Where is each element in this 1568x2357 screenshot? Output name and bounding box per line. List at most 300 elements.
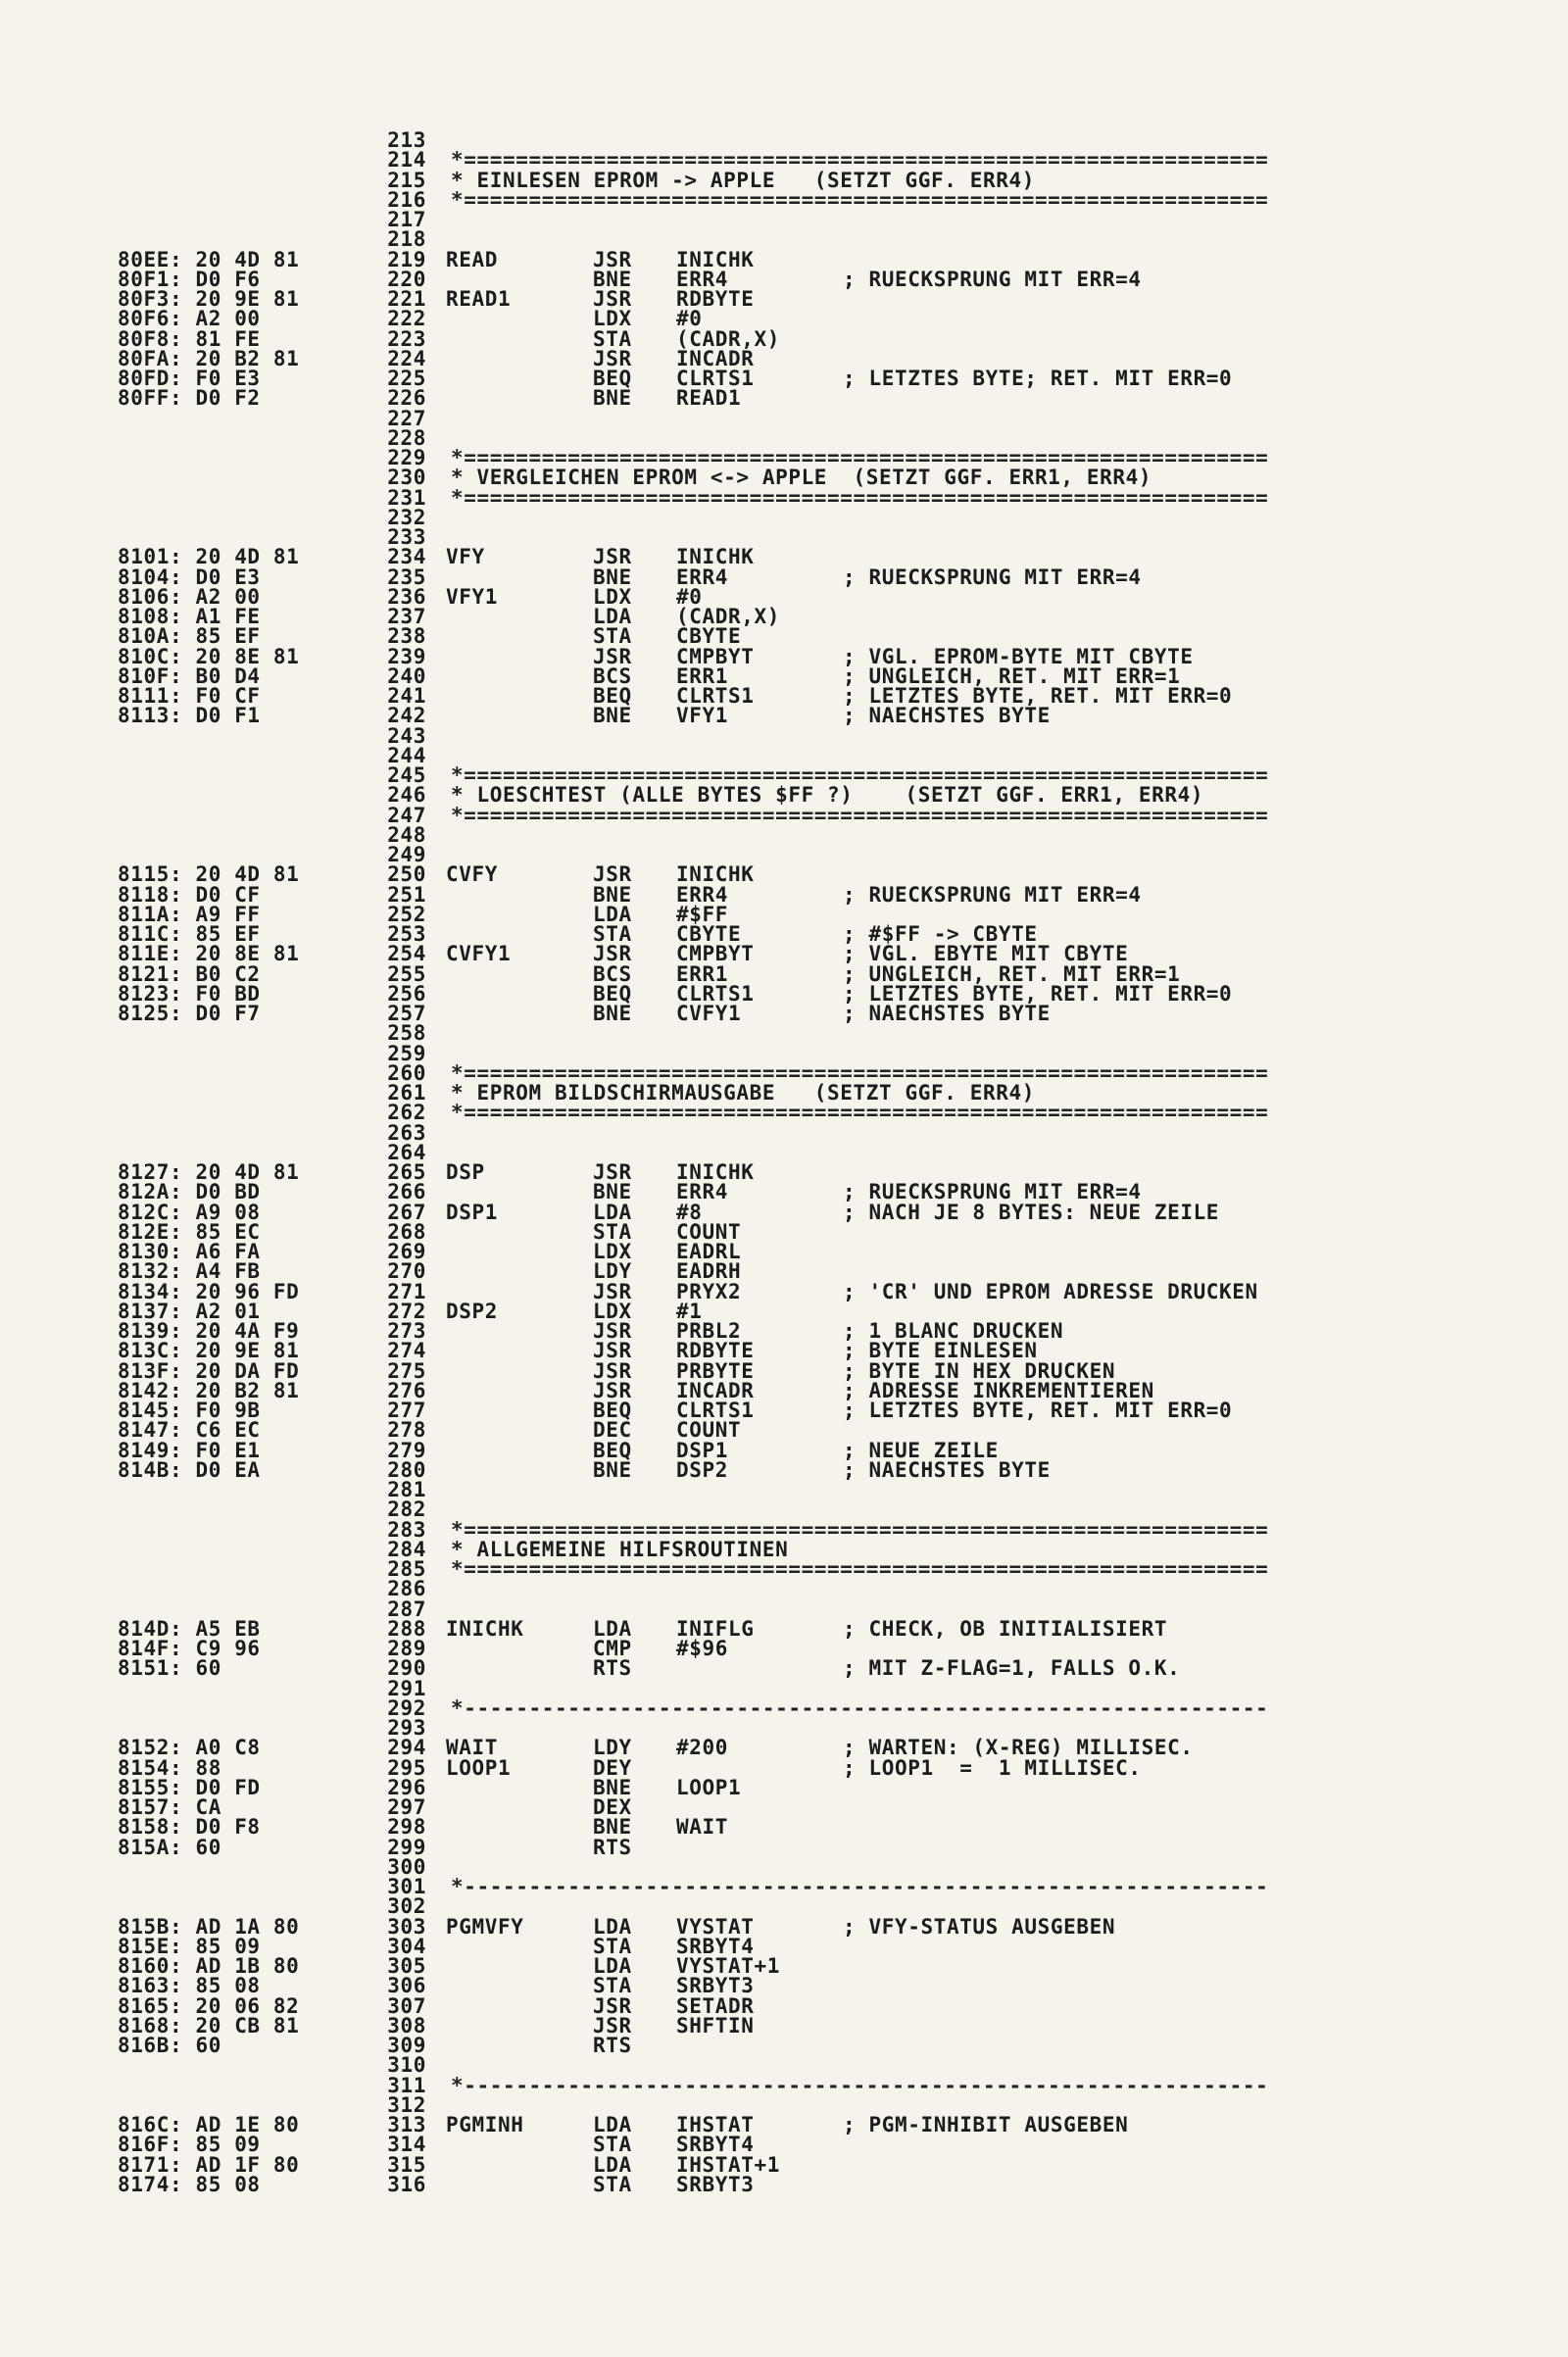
line-number: 236 bbox=[387, 584, 426, 609]
comment: ; 1 BLANC DRUCKEN bbox=[843, 1319, 1064, 1343]
address-bytes: 8168: 20 CB 81 bbox=[118, 2013, 300, 2038]
listing-line bbox=[0, 368, 1568, 388]
opcode: STA bbox=[593, 1219, 632, 1244]
operand: ERR1 bbox=[676, 663, 728, 688]
listing-line bbox=[0, 168, 1568, 192]
line-number: 260 bbox=[387, 1060, 426, 1085]
listing-line bbox=[0, 1718, 1568, 1738]
line-number: 213 bbox=[387, 128, 426, 152]
listing-line bbox=[0, 902, 1568, 926]
listing-line bbox=[0, 783, 1568, 808]
line-number: 282 bbox=[387, 1498, 426, 1522]
line-number: 225 bbox=[387, 367, 426, 390]
opcode: CMP bbox=[593, 1637, 632, 1660]
opcode: JSR bbox=[593, 287, 632, 311]
listing-line bbox=[0, 2133, 1568, 2157]
line-number: 295 bbox=[387, 1755, 426, 1780]
line-number: 226 bbox=[387, 386, 426, 411]
listing-line bbox=[0, 505, 1568, 529]
listing-line bbox=[0, 267, 1568, 291]
comment: ; CHECK, OB INITIALISIERT bbox=[843, 1616, 1168, 1641]
line-number: 269 bbox=[387, 1240, 426, 1263]
comment: ; VGL. EPROM-BYTE MIT CBYTE bbox=[843, 644, 1194, 668]
comment: ; WARTEN: (X-REG) MILLISEC. bbox=[843, 1736, 1194, 1760]
opcode: BNE bbox=[593, 267, 632, 291]
opcode: JSR bbox=[593, 1339, 632, 1363]
address-bytes: 816B: 60 bbox=[118, 2034, 221, 2057]
address-bytes: 816C: AD 1E 80 bbox=[118, 2113, 300, 2136]
operand: INICHK bbox=[676, 862, 755, 887]
listing-line bbox=[0, 644, 1568, 668]
opcode: JSR bbox=[593, 1378, 632, 1402]
separator-rule: *============================================================== bbox=[451, 765, 1269, 785]
line-number: 250 bbox=[387, 862, 426, 887]
listing-line bbox=[0, 130, 1568, 150]
operand: #8 bbox=[676, 1200, 703, 1224]
listing-line bbox=[0, 567, 1568, 587]
address-bytes: 8154: 88 bbox=[118, 1755, 221, 1780]
address-bytes: 8155: D0 FD bbox=[118, 1775, 261, 1799]
line-number: 230 bbox=[387, 466, 426, 490]
listing-line bbox=[0, 1021, 1568, 1046]
address-bytes: 816F: 85 09 bbox=[118, 2133, 261, 2157]
listing-line bbox=[0, 227, 1568, 252]
separator-rule: *-------------------------------------------------------------- bbox=[451, 2075, 1269, 2095]
opcode: BNE bbox=[593, 1775, 632, 1799]
line-number: 299 bbox=[387, 1835, 426, 1859]
opcode: BNE bbox=[593, 882, 632, 907]
address-bytes: 8104: D0 E3 bbox=[118, 565, 261, 589]
address-bytes: 811A: A9 FF bbox=[118, 902, 261, 926]
comment: ; PGM-INHIBIT AUSGEBEN bbox=[843, 2113, 1129, 2136]
comment: ; NEUE ZEILE bbox=[843, 1438, 999, 1462]
listing-line bbox=[0, 1321, 1568, 1341]
opcode: BNE bbox=[593, 1180, 632, 1204]
line-number: 306 bbox=[387, 1974, 426, 1998]
address-bytes: 812A: D0 BD bbox=[118, 1180, 261, 1204]
operand: (CADR,X) bbox=[676, 605, 780, 628]
listing-line bbox=[0, 466, 1568, 490]
listing-line bbox=[0, 1797, 1568, 1817]
opcode: LDX bbox=[593, 1240, 632, 1263]
opcode: BNE bbox=[593, 565, 632, 589]
comment: ; NAECHSTES BYTE bbox=[843, 704, 1051, 728]
address-bytes: 8101: 20 4D 81 bbox=[118, 545, 300, 569]
line-number: 268 bbox=[387, 1219, 426, 1244]
listing-line bbox=[0, 406, 1568, 430]
listing-line bbox=[0, 1676, 1568, 1700]
opcode: JSR bbox=[593, 346, 632, 370]
listing-line bbox=[0, 2115, 1568, 2135]
address-bytes: 8158: D0 F8 bbox=[118, 1815, 261, 1840]
line-number: 287 bbox=[387, 1596, 426, 1621]
separator-rule: *============================================================== bbox=[451, 1519, 1269, 1540]
listing-line bbox=[0, 1914, 1568, 1939]
address-bytes: 814F: C9 96 bbox=[118, 1637, 261, 1660]
line-number: 231 bbox=[387, 485, 426, 510]
operand: VFY1 bbox=[676, 704, 728, 728]
opcode: DEC bbox=[593, 1418, 632, 1443]
address-bytes: 8139: 20 4A F9 bbox=[118, 1319, 300, 1343]
listing-line bbox=[0, 2172, 1568, 2196]
listing-line bbox=[0, 1877, 1568, 1896]
listing-line bbox=[0, 289, 1568, 309]
operand: SRBYT3 bbox=[676, 2172, 755, 2196]
operand: EADRL bbox=[676, 1240, 742, 1263]
address-bytes: 8145: F0 9B bbox=[118, 1399, 261, 1422]
listing-line bbox=[0, 663, 1568, 688]
operand: (CADR,X) bbox=[676, 326, 780, 351]
line-number: 232 bbox=[387, 505, 426, 529]
opcode: STA bbox=[593, 2133, 632, 2157]
opcode: LDX bbox=[593, 307, 632, 331]
operand: ERR4 bbox=[676, 1180, 728, 1204]
address-bytes: 8163: 85 08 bbox=[118, 1974, 261, 1998]
operand: CMPBYT bbox=[676, 942, 755, 966]
address-bytes: 814D: A5 EB bbox=[118, 1616, 261, 1641]
line-number: 273 bbox=[387, 1319, 426, 1343]
line-number: 242 bbox=[387, 704, 426, 728]
listing-line bbox=[0, 822, 1568, 847]
line-number: 255 bbox=[387, 961, 426, 986]
line-number: 293 bbox=[387, 1716, 426, 1740]
operand: #0 bbox=[676, 584, 703, 609]
opcode: STA bbox=[593, 922, 632, 946]
listing-line bbox=[0, 1775, 1568, 1799]
source-label: DSP1 bbox=[446, 1200, 498, 1224]
address-bytes: 813F: 20 DA FD bbox=[118, 1358, 300, 1383]
listing-line bbox=[0, 1279, 1568, 1303]
line-number: 288 bbox=[387, 1616, 426, 1641]
line-number: 235 bbox=[387, 565, 426, 589]
operand: INIFLG bbox=[676, 1616, 755, 1641]
listing-line bbox=[0, 448, 1568, 467]
line-number: 291 bbox=[387, 1676, 426, 1700]
opcode: JSR bbox=[593, 545, 632, 569]
listing-line bbox=[0, 386, 1568, 411]
address-bytes: 812C: A9 08 bbox=[118, 1200, 261, 1224]
listing-line bbox=[0, 485, 1568, 510]
section-title: * VERGLEICHEN EPROM <-> APPLE (SETZT GGF. ERR1, ERR4) bbox=[451, 466, 1152, 490]
opcode: LDA bbox=[593, 2113, 632, 2136]
opcode: BNE bbox=[593, 704, 632, 728]
listing-line bbox=[0, 1993, 1568, 2018]
line-number: 222 bbox=[387, 307, 426, 331]
address-bytes: 8113: D0 F1 bbox=[118, 704, 261, 728]
listing-line bbox=[0, 1301, 1568, 1321]
opcode: BEQ bbox=[593, 367, 632, 390]
address-bytes: 8157: CA bbox=[118, 1795, 221, 1819]
operand: CMPBYT bbox=[676, 644, 755, 668]
listing-line bbox=[0, 1616, 1568, 1641]
line-number: 248 bbox=[387, 822, 426, 847]
listing-line bbox=[0, 845, 1568, 864]
line-number: 262 bbox=[387, 1101, 426, 1125]
listing-line bbox=[0, 1835, 1568, 1859]
operand: CLRTS1 bbox=[676, 981, 755, 1006]
address-bytes: 8125: D0 F7 bbox=[118, 1002, 261, 1025]
operand: SETADR bbox=[676, 1993, 755, 2018]
address-bytes: 8127: 20 4D 81 bbox=[118, 1160, 300, 1184]
listing-line bbox=[0, 1815, 1568, 1840]
source-label: WAIT bbox=[446, 1736, 498, 1760]
operand: RDBYTE bbox=[676, 287, 755, 311]
listing-line bbox=[0, 743, 1568, 767]
separator-rule: *-------------------------------------------------------------- bbox=[451, 1697, 1269, 1718]
address-bytes: 80F6: A2 00 bbox=[118, 307, 261, 331]
line-number: 258 bbox=[387, 1021, 426, 1046]
line-number: 267 bbox=[387, 1200, 426, 1224]
operand: #200 bbox=[676, 1736, 728, 1760]
comment: ; RUECKSPRUNG MIT ERR=4 bbox=[843, 1180, 1142, 1204]
section-title: * LOESCHTEST (ALLE BYTES $FF ?) (SETZT GGF. ERR1, ERR4) bbox=[451, 783, 1204, 808]
section-title: * EINLESEN EPROM -> APPLE (SETZT GGF. ERR4) bbox=[451, 168, 1035, 192]
listing-line bbox=[0, 723, 1568, 748]
opcode: RTS bbox=[593, 2034, 632, 2057]
listing-line bbox=[0, 624, 1568, 649]
operand: ERR1 bbox=[676, 961, 728, 986]
listing-line bbox=[0, 1140, 1568, 1164]
opcode: BCS bbox=[593, 961, 632, 986]
opcode: JSR bbox=[593, 247, 632, 271]
listing-line bbox=[0, 2013, 1568, 2038]
line-number: 217 bbox=[387, 208, 426, 231]
address-bytes: 811C: 85 EF bbox=[118, 922, 261, 946]
comment: ; VGL. EBYTE MIT CBYTE bbox=[843, 942, 1129, 966]
line-number: 310 bbox=[387, 2053, 426, 2078]
operand: #1 bbox=[676, 1299, 703, 1323]
listing-line bbox=[0, 150, 1568, 170]
opcode: JSR bbox=[593, 1319, 632, 1343]
line-number: 251 bbox=[387, 882, 426, 907]
source-label: INICHK bbox=[446, 1616, 524, 1641]
line-number: 312 bbox=[387, 2092, 426, 2117]
listing-line bbox=[0, 1934, 1568, 1958]
address-bytes: 8152: A0 C8 bbox=[118, 1736, 261, 1760]
address-bytes: 810A: 85 EF bbox=[118, 624, 261, 649]
address-bytes: 8149: F0 E1 bbox=[118, 1438, 261, 1462]
line-number: 272 bbox=[387, 1299, 426, 1323]
listing-line bbox=[0, 882, 1568, 907]
address-bytes: 8115: 20 4D 81 bbox=[118, 862, 300, 887]
opcode: BEQ bbox=[593, 1399, 632, 1422]
comment: ; BYTE EINLESEN bbox=[843, 1339, 1038, 1363]
operand: #$96 bbox=[676, 1637, 728, 1660]
listing-line bbox=[0, 1438, 1568, 1462]
line-number: 276 bbox=[387, 1378, 426, 1402]
line-number: 243 bbox=[387, 723, 426, 748]
line-number: 214 bbox=[387, 148, 426, 172]
listing-line bbox=[0, 346, 1568, 370]
line-number: 253 bbox=[387, 922, 426, 946]
line-number: 246 bbox=[387, 783, 426, 808]
line-number: 252 bbox=[387, 902, 426, 926]
listing-line bbox=[0, 1695, 1568, 1720]
line-number: 238 bbox=[387, 624, 426, 649]
comment: ; BYTE IN HEX DRUCKEN bbox=[843, 1358, 1116, 1383]
listing-line bbox=[0, 1400, 1568, 1420]
listing-line bbox=[0, 1498, 1568, 1522]
listing-line bbox=[0, 1004, 1568, 1023]
opcode: JSR bbox=[593, 942, 632, 966]
listing-line bbox=[0, 1101, 1568, 1125]
listing-line bbox=[0, 1577, 1568, 1601]
comment: ; LOOP1 = 1 MILLISEC. bbox=[843, 1755, 1142, 1780]
listing-line bbox=[0, 981, 1568, 1006]
address-bytes: 80F3: 20 9E 81 bbox=[118, 287, 300, 311]
operand: CLRTS1 bbox=[676, 1399, 755, 1422]
opcode: LDA bbox=[593, 1954, 632, 1978]
comment: ; ADRESSE INKREMENTIEREN bbox=[843, 1378, 1154, 1402]
line-number: 249 bbox=[387, 843, 426, 866]
line-number: 280 bbox=[387, 1457, 426, 1482]
line-number: 244 bbox=[387, 743, 426, 767]
opcode: JSR bbox=[593, 1160, 632, 1184]
address-bytes: 8137: A2 01 bbox=[118, 1299, 261, 1323]
separator-rule: *============================================================== bbox=[451, 487, 1269, 508]
line-number: 316 bbox=[387, 2172, 426, 2196]
line-number: 224 bbox=[387, 346, 426, 370]
line-number: 314 bbox=[387, 2133, 426, 2157]
line-number: 241 bbox=[387, 684, 426, 708]
operand: SRBYT4 bbox=[676, 2133, 755, 2157]
line-number: 233 bbox=[387, 525, 426, 549]
listing-line bbox=[0, 607, 1568, 626]
opcode: STA bbox=[593, 624, 632, 649]
address-bytes: 8171: AD 1F 80 bbox=[118, 2152, 300, 2177]
source-label: PGMINH bbox=[446, 2113, 524, 2136]
line-number: 263 bbox=[387, 1120, 426, 1145]
address-bytes: 814B: D0 EA bbox=[118, 1457, 261, 1482]
listing-line bbox=[0, 1457, 1568, 1482]
opcode: BNE bbox=[593, 386, 632, 411]
listing-line bbox=[0, 210, 1568, 229]
comment: ; RUECKSPRUNG MIT ERR=4 bbox=[843, 882, 1142, 907]
line-number: 227 bbox=[387, 406, 426, 430]
operand: IHSTAT+1 bbox=[676, 2152, 780, 2177]
line-number: 301 bbox=[387, 1875, 426, 1898]
line-number: 259 bbox=[387, 1041, 426, 1065]
operand: ERR4 bbox=[676, 565, 728, 589]
line-number: 264 bbox=[387, 1140, 426, 1164]
opcode: BNE bbox=[593, 1815, 632, 1840]
separator-rule: *============================================================== bbox=[451, 805, 1269, 825]
line-number: 257 bbox=[387, 1002, 426, 1025]
listing-line bbox=[0, 1559, 1568, 1579]
comment: ; VFY-STATUS AUSGEBEN bbox=[843, 1914, 1116, 1939]
address-bytes: 8106: A2 00 bbox=[118, 584, 261, 609]
address-bytes: 8118: D0 CF bbox=[118, 882, 261, 907]
opcode: LDY bbox=[593, 1259, 632, 1284]
operand: CVFY1 bbox=[676, 1002, 742, 1025]
address-bytes: 8123: F0 BD bbox=[118, 981, 261, 1006]
opcode: JSR bbox=[593, 862, 632, 887]
opcode: DEY bbox=[593, 1755, 632, 1780]
opcode: RTS bbox=[593, 1656, 632, 1681]
listing-line bbox=[0, 187, 1568, 212]
line-number: 278 bbox=[387, 1418, 426, 1443]
listing-line bbox=[0, 1378, 1568, 1402]
operand: INCADR bbox=[676, 346, 755, 370]
line-number: 283 bbox=[387, 1517, 426, 1542]
opcode: BNE bbox=[593, 1002, 632, 1025]
listing-line bbox=[0, 326, 1568, 351]
listing-line bbox=[0, 1259, 1568, 1284]
listing-line bbox=[0, 425, 1568, 450]
listing-line bbox=[0, 1974, 1568, 1998]
source-label: PGMVFY bbox=[446, 1914, 524, 1939]
line-number: 265 bbox=[387, 1160, 426, 1184]
line-number: 279 bbox=[387, 1438, 426, 1462]
line-number: 290 bbox=[387, 1656, 426, 1681]
operand: READ1 bbox=[676, 386, 742, 411]
address-bytes: 811E: 20 8E 81 bbox=[118, 942, 300, 966]
line-number: 216 bbox=[387, 187, 426, 212]
line-number: 215 bbox=[387, 168, 426, 192]
listing-line bbox=[0, 1418, 1568, 1443]
opcode: LDY bbox=[593, 1736, 632, 1760]
address-bytes: 815E: 85 09 bbox=[118, 1934, 261, 1958]
listing-line bbox=[0, 2073, 1568, 2097]
listing-line bbox=[0, 1854, 1568, 1879]
source-label: DSP2 bbox=[446, 1299, 498, 1323]
comment: ; LETZTES BYTE, RET. MIT ERR=0 bbox=[843, 684, 1233, 708]
section-title: * ALLGEMEINE HILFSROUTINEN bbox=[451, 1537, 789, 1561]
listing-line bbox=[0, 584, 1568, 609]
operand: WAIT bbox=[676, 1815, 728, 1840]
listing-line bbox=[0, 1894, 1568, 1919]
line-number: 311 bbox=[387, 2073, 426, 2097]
operand: INICHK bbox=[676, 247, 755, 271]
line-number: 240 bbox=[387, 663, 426, 688]
line-number: 220 bbox=[387, 267, 426, 291]
line-number: 270 bbox=[387, 1259, 426, 1284]
address-bytes: 80FF: D0 F2 bbox=[118, 386, 261, 411]
separator-rule: *============================================================== bbox=[451, 1062, 1269, 1083]
listing-line bbox=[0, 2053, 1568, 2078]
listing-line bbox=[0, 527, 1568, 547]
comment: ; #$FF -> CBYTE bbox=[843, 922, 1038, 946]
listing-line bbox=[0, 1162, 1568, 1182]
operand: ERR4 bbox=[676, 882, 728, 907]
opcode: STA bbox=[593, 2172, 632, 2196]
listing-line bbox=[0, 2152, 1568, 2177]
listing-line bbox=[0, 1537, 1568, 1561]
operand: INCADR bbox=[676, 1378, 755, 1402]
opcode: JSR bbox=[593, 1279, 632, 1303]
operand: SRBYT3 bbox=[676, 1974, 755, 1998]
line-number: 221 bbox=[387, 287, 426, 311]
opcode: LDA bbox=[593, 1200, 632, 1224]
line-number: 275 bbox=[387, 1358, 426, 1383]
listing-line bbox=[0, 545, 1568, 569]
line-number: 266 bbox=[387, 1180, 426, 1204]
operand: PRYX2 bbox=[676, 1279, 742, 1303]
opcode: LDA bbox=[593, 1914, 632, 1939]
line-number: 285 bbox=[387, 1557, 426, 1581]
line-number: 292 bbox=[387, 1695, 426, 1720]
opcode: BCS bbox=[593, 663, 632, 688]
line-number: 302 bbox=[387, 1894, 426, 1919]
comment: ; LETZTES BYTE, RET. MIT ERR=0 bbox=[843, 981, 1233, 1006]
listing-line bbox=[0, 1219, 1568, 1244]
operand: CBYTE bbox=[676, 624, 742, 649]
opcode: BEQ bbox=[593, 981, 632, 1006]
opcode: BEQ bbox=[593, 684, 632, 708]
line-number: 256 bbox=[387, 981, 426, 1006]
comment: ; NAECHSTES BYTE bbox=[843, 1002, 1051, 1025]
opcode: LDX bbox=[593, 584, 632, 609]
